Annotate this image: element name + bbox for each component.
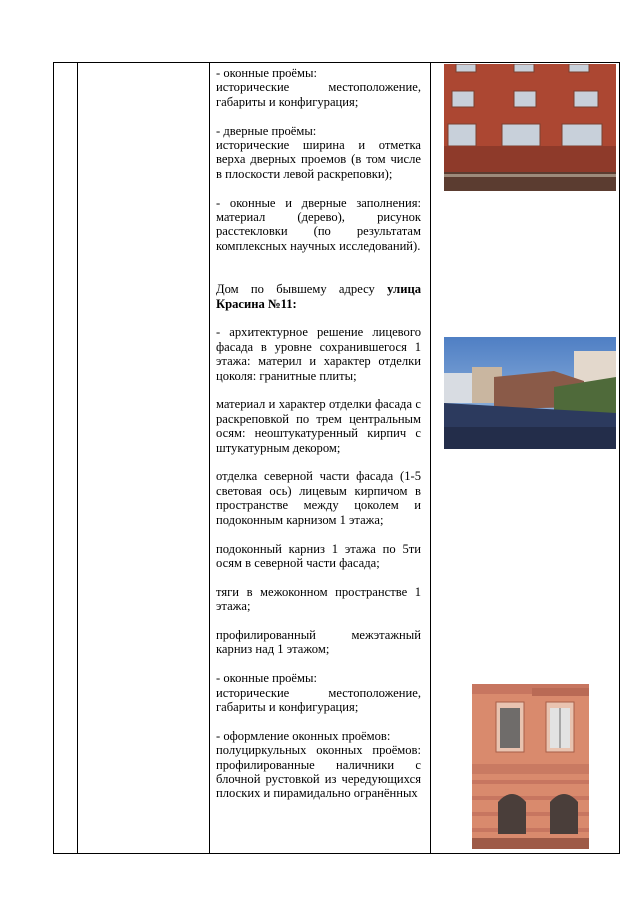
description-column <box>216 66 421 801</box>
paragraph-window-decor <box>216 729 421 801</box>
window-facade-photo <box>472 684 589 849</box>
paragraph-head: - дверные проёмы: <box>216 123 317 138</box>
paragraph-doors <box>216 124 421 182</box>
paragraph-body: исторические местоположение, габариты и конфигурация; <box>216 80 421 109</box>
paragraph-item: отделка северной части фасада (1-5 световая ось) лицевым кирпичом в пространстве между цоколем и подоконным карнизом 1 этажа; <box>216 469 421 527</box>
paragraph-body: исторические местоположение, габариты и конфигурация; <box>216 685 421 714</box>
paragraph-item: материал и характер отделки фасада с раскреповкой по трем центральным осям: неоштукатуренный кирпич с штукатурным декором; <box>216 397 421 455</box>
column-divider-1 <box>77 62 78 854</box>
paragraph-item: подоконный карниз 1 этажа по 5ти осям в северной части фасада; <box>216 541 421 570</box>
paragraph-windows-2 <box>216 671 421 714</box>
paragraph-body: - оконные и дверные заполнения: материал (дерево), рисунок расстекловки (по результатам комплексных научных исследований). <box>216 195 421 253</box>
column-divider-2 <box>209 62 210 854</box>
column-divider-3 <box>430 62 431 854</box>
paragraph-body: исторические ширина и отметка верха дверных проемов (в том числе в плоскости левой раскреповки); <box>216 138 421 181</box>
paragraph-head: - оконные проёмы: <box>216 671 317 686</box>
paragraph-head: - оконные проёмы: <box>216 66 317 80</box>
paragraph-item: тяги в межоконном пространстве 1 этажа; <box>216 584 421 614</box>
paragraph-item: профилированный межэтажный карниз над 1 этажом; <box>216 627 421 657</box>
brick-warehouse-photo <box>444 64 616 191</box>
paragraph-item: - архитектурное решение лицевого фасада в уровне сохранившегося 1 этажа: материл и характер отделки цоколя: гранитные плиты; <box>216 325 421 383</box>
paragraph-fillings <box>216 196 421 254</box>
paragraph-body: полуциркульных оконных проёмов: профилированные наличники с блочной рустовкой из чередующихся плоских и пирамидально огранённых <box>216 743 421 801</box>
house-title-prefix: Дом по бывшему адресу <box>216 282 388 297</box>
street-view-photo <box>444 337 616 449</box>
house-title-address: улица Красина №11: <box>216 282 421 311</box>
paragraph-windows <box>216 66 421 109</box>
paragraph-head: - оформление оконных проёмов: <box>216 728 391 743</box>
house-title <box>216 282 421 311</box>
